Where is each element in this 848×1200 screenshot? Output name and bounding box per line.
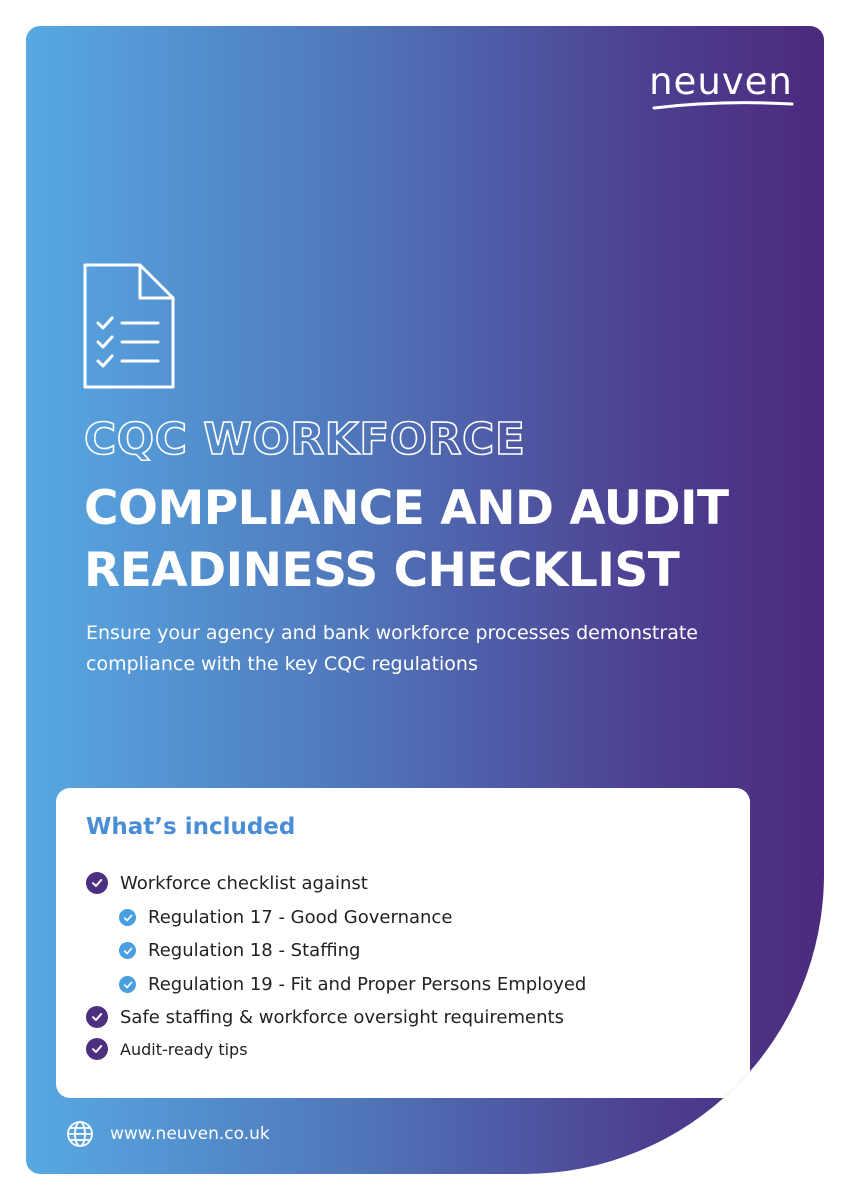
subtitle: Ensure your agency and bank workforce processes demonstrate compliance with the key CQC regulations xyxy=(86,622,698,675)
check-circle-icon xyxy=(119,942,136,959)
list-item xyxy=(86,1006,564,1028)
check-circle-icon xyxy=(86,872,108,894)
page-title xyxy=(84,478,804,602)
list-item xyxy=(86,872,368,894)
check-circle-icon xyxy=(119,976,136,993)
check-circle-icon xyxy=(86,1038,108,1060)
panel-heading: What’s included xyxy=(86,814,296,840)
logo-text: neuven xyxy=(649,60,793,103)
list-item xyxy=(119,974,586,995)
title-line-2: READINESS CHECKLIST xyxy=(84,543,680,598)
globe-icon xyxy=(66,1120,94,1148)
check-circle-icon xyxy=(86,1006,108,1028)
list-item xyxy=(119,907,452,928)
title-line-1: COMPLIANCE AND AUDIT xyxy=(84,481,729,536)
list-item xyxy=(119,940,360,961)
neuven-logo xyxy=(646,50,796,116)
footer xyxy=(66,1120,270,1148)
list-item-label: Audit-ready tips xyxy=(120,1039,248,1059)
checklist-document-icon xyxy=(82,262,178,390)
list-item-label: Regulation 19 - Fit and Proper Persons Employed xyxy=(148,974,587,995)
whats-included-panel xyxy=(56,788,750,1098)
check-circle-icon xyxy=(119,909,136,926)
list-item-label: Workforce checklist against xyxy=(120,872,368,894)
list-item-label: Safe staffing & workforce oversight requirements xyxy=(120,1006,564,1028)
title-outline: CQC WORKFORCE xyxy=(84,414,526,465)
cover-card xyxy=(26,26,824,1174)
website-link[interactable]: www.neuven.co.uk xyxy=(110,1124,270,1144)
list-item-label: Regulation 18 - Staffing xyxy=(148,940,361,961)
list-item xyxy=(86,1038,248,1060)
list-item-label: Regulation 17 - Good Governance xyxy=(148,907,453,928)
